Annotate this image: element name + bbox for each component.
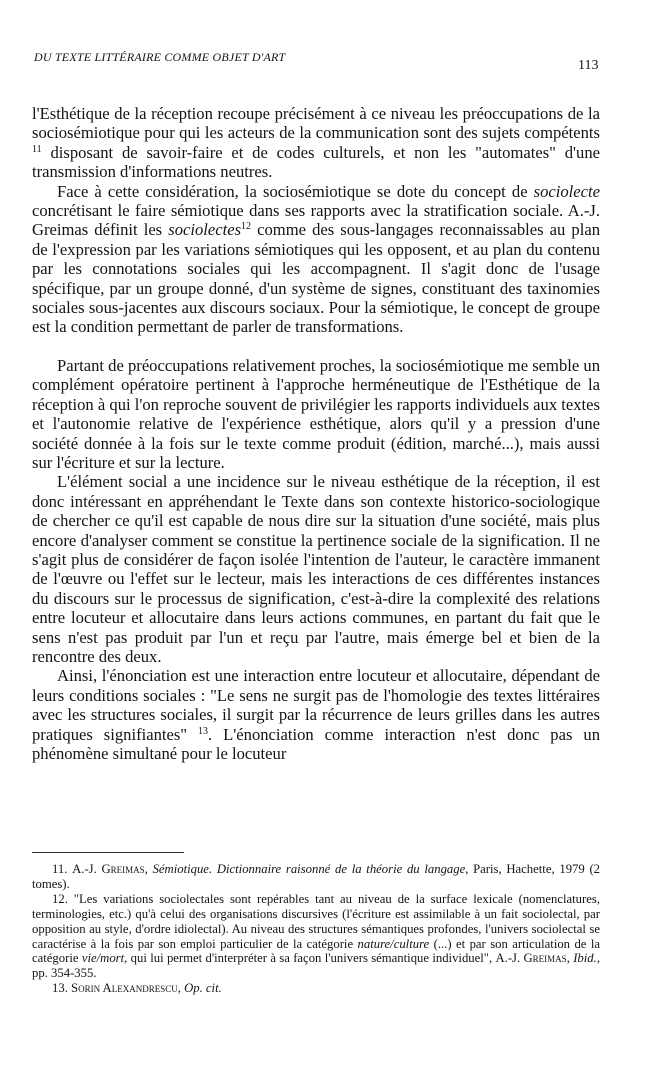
paragraph-1 [32,104,600,182]
text-run: "Les variations sociolectales sont repérables tant au niveau de la surface lexicale (nomenclatures, terminologies, etc.) qu'à celui des organisations discursives (l'écriture est assimilable à un fait sociolectal, par opposition au style, d'ordre idiolectal). Au niveau des structures sémantiques profondes, l'univers sociolectal se caractérise à la fois par son emploi particulier de la catégorie [32,891,600,951]
opcit-reference: Op. cit. [184,981,222,996]
footnote-11 [32,862,600,892]
text-run: l'Esthétique de la réception recoupe précisément à ce niveau les préoccupations de la sociosémiotique pour qui les acteurs de la communication sont des sujets compétents [32,104,600,143]
ibid-reference: Ibid. [573,951,597,966]
text-run: , [566,951,574,966]
footnote-number: 11. [52,862,68,876]
paragraph-4: L'élément social a une incidence sur le niveau esthétique de la réception, il est donc intéressant en appréhendant le Texte dans son contexte historico-sociologique de chercher ce qu'il est capable de nous dire sur la situation d'une société, mais plus encore d'analyser comment se constitue la pertinence sociale de la signification. Il ne s'agit plus de considérer de façon isolée l'intention de l'auteur, le caractère immanent de l'œuvre ou l'effet sur le lecteur, mais les interactions de ces différentes instances du discours sur le processus de signification, c'est-à-dire la complexité des relations entre locuteur et allocutaire dans leurs actions communes, en partant du fait que le sens n'est pas produit par l'un et reçu par l'autre, mais émerge bel et bien de la rencontre des deux. [32,472,600,666]
text-run: , pp. 354-355. [32,951,600,981]
text-run: , [144,862,153,876]
main-text [32,104,600,763]
paragraph-5 [32,666,600,763]
paragraph-3: Partant de préoccupations relativement proches, la sociosémiotique me semble un complément opératoire pertinent à l'approche herméneutique de l'Esthétique de la réception à qui l'on reproche souvent de privilégier les rapports individuels aux textes et l'autonomie relative de l'expérience esthétique, alors qu'il y a pression d'une société donnée à la fois sur le texte comme produit (édition, marché...), mais aussi sur l'écriture et sur la lecture. [32,355,600,472]
running-title: DU TEXTE LITTÉRAIRE COMME OBJET D'ART [34,50,286,64]
footnote-ref-13: 13 [198,725,209,737]
term-sociolecte: sociolecte [533,181,600,201]
text-run: disposant de savoir-faire et de codes culturels, et non les "automates" d'une transmission d'informations neutres. [32,142,600,182]
text-run: (...) et par son articulation de la catégorie [32,936,601,966]
footnote-13 [32,981,600,996]
text-run: concrétisant le faire sémiotique dans ses rapports avec la stratification sociale. A.-J. Greimas définit les [32,201,600,240]
footnote-12 [32,892,600,981]
term-nature-culture: nature/culture [357,936,430,951]
footnote-ref-11: 11 [32,143,42,155]
footnote-number: 12. [52,891,68,906]
term-vie-mort: vie/mort [81,951,125,966]
footnote-ref-12: 12 [241,221,252,233]
text-run: comme des sous-langages reconnaissables au plan de l'expression par les variations sémiotiques qui les opposent, et au plan du contenu par les connotations sociales qui les accompagnent. Il s'agit donc de l'usage spécifique, par un groupe donné, d'un système de signes, constituant des taxinomies sociales sous-jacentes aux discours sociaux. Pour la sémiotique, le concept de groupe est la condition permettant de parler de transformations. [32,220,600,337]
page-number: 113 [578,58,599,73]
footnotes [32,862,600,996]
footnote-divider [32,852,184,853]
text-run: Ainsi, l'énonciation est une interaction entre locuteur et allocutaire, dépendant de leurs conditions sociales : "Le sens ne surgit pas de l'homologie des textes littéraires avec les structures sociales, il surgit par la récurrence de leurs grilles dans les autres pratiques signifiantes" [32,666,600,744]
footnote-author: A.-J. Greimas [495,951,567,966]
text-run: , [177,981,185,996]
text-run: . L'énonciation comme interaction n'est donc pas un phénomène simultané pour le locuteur [32,724,600,763]
footnote-title: Sémiotique. Dictionnaire raisonné de la théorie du langage [152,862,466,876]
footnote-author: A.-J. Greimas [72,862,145,876]
paragraph-2 [32,182,600,337]
text-run: , Paris, Hachette, 1979 (2 tomes). [32,862,601,891]
text-run: , qui lui permet d'interpréter à sa façon l'univers sémantique individuel", [124,951,496,966]
text-run: Face à cette considération, la sociosémiotique se dote du concept de [57,181,534,201]
footnote-author: Sorin Alexandrescu [71,981,178,996]
footnote-number: 13. [52,981,68,996]
term-sociolectes: sociolectes [168,220,242,240]
